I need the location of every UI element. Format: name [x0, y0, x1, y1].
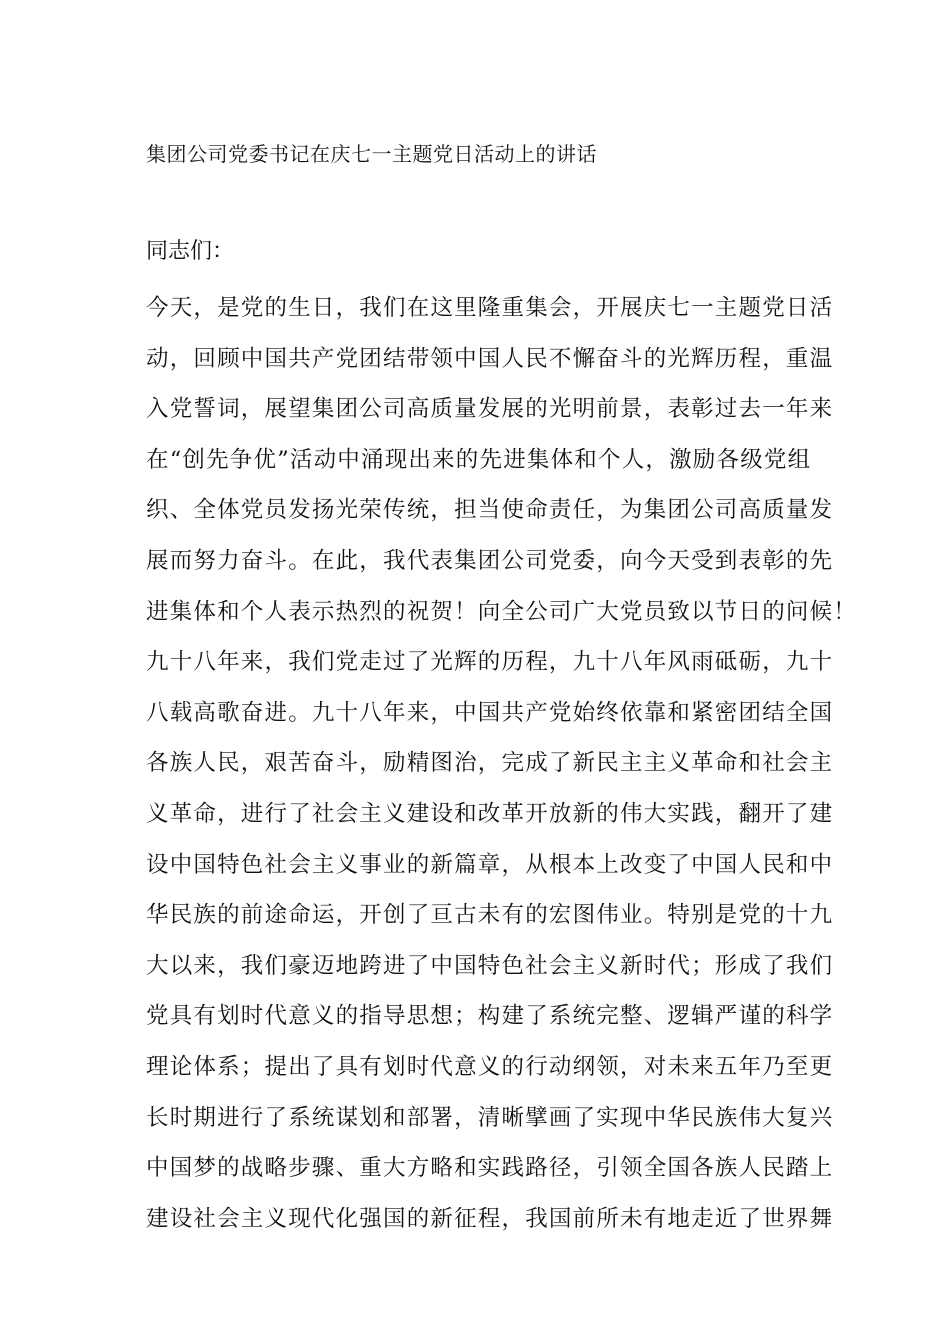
document-title: 集团公司党委书记在庆七一主题党日活动上的讲话 — [146, 142, 597, 166]
body-line: 九十八年来，我们党走过了光辉的历程，九十八年风雨砥砺，九十 — [146, 649, 834, 676]
body-line: 展而努力奋斗。在此，我代表集团公司党委，向今天受到表彰的先 — [146, 547, 834, 574]
body-line: 大以来，我们豪迈地跨进了中国特色社会主义新时代；形成了我们 — [146, 952, 834, 979]
body-line: 党具有划时代意义的指导思想；构建了系统完整、逻辑严谨的科学 — [146, 1003, 834, 1030]
body-line: 织、全体党员发扬光荣传统，担当使命责任，为集团公司高质量发 — [146, 497, 834, 524]
body-line: 动，回顾中国共产党团结带领中国人民不懈奋斗的光辉历程，重温 — [146, 345, 834, 372]
body-line: 中国梦的战略步骤、重大方略和实践路径，引领全国各族人民踏上 — [146, 1155, 834, 1182]
body-line: 义革命，进行了社会主义建设和改革开放新的伟大实践，翻开了建 — [146, 800, 834, 827]
salutation: 同志们： — [146, 239, 235, 264]
body-line: 各族人民，艰苦奋斗，励精图治，完成了新民主主义革命和社会主 — [146, 750, 834, 777]
body-line: 八载高歌奋进。九十八年来，中国共产党始终依靠和紧密团结全国 — [146, 699, 834, 726]
body-line: 长时期进行了系统谋划和部署，清晰擘画了实现中华民族伟大复兴 — [146, 1104, 834, 1131]
body-line: 进集体和个人表示热烈的祝贺！向全公司广大党员致以节日的问候！ — [146, 598, 858, 625]
speech-body — [146, 283, 858, 1244]
body-line: 建设社会主义现代化强国的新征程，我国前所未有地走近了世界舞 — [146, 1205, 834, 1232]
body-line: 今天，是党的生日，我们在这里隆重集会，开展庆七一主题党日活 — [146, 295, 834, 321]
body-line: 设中国特色社会主义事业的新篇章，从根本上改变了中国人民和中 — [146, 851, 834, 878]
body-line: 在“创先争优”活动中涌现出来的先进集体和个人，激励各级党组 — [146, 446, 812, 473]
body-line: 入党誓词，展望集团公司高质量发展的光明前景，表彰过去一年来 — [146, 396, 834, 423]
body-line: 华民族的前途命运，开创了亘古未有的宏图伟业。特别是党的十九 — [146, 902, 834, 929]
body-line: 理论体系；提出了具有划时代意义的行动纲领，对未来五年乃至更 — [146, 1053, 834, 1080]
